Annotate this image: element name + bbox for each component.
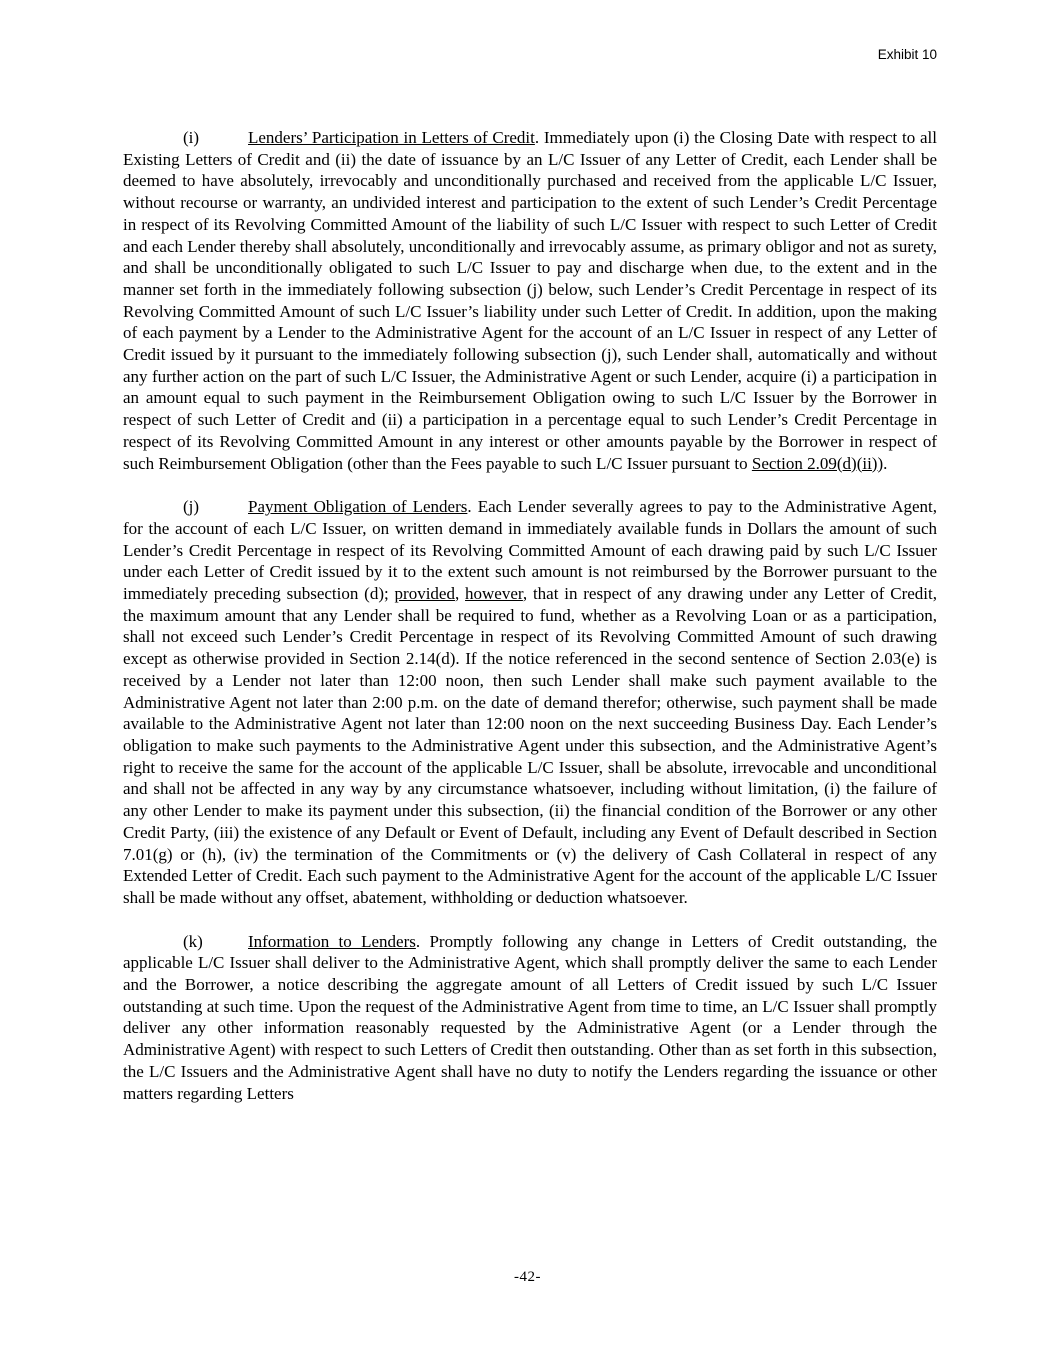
paragraph-k-label: (k) bbox=[183, 931, 203, 951]
body-text: . Each Lender severally agrees to pay to the Administrative Agent, for the account of each L/C Issuer, on written demand in immediately available funds in Dollars the amount of such Lender’s Credit Percentage in respect of its Revolving Committed Amount of each drawing paid by such L/C Issuer under each Letter of Credit issued by it to the extent such amount is not reimbursed by the Borrower pursuant to the immediately preceding subsection (d); bbox=[123, 497, 938, 604]
paragraph-i-text bbox=[123, 128, 937, 473]
paragraph-j bbox=[123, 496, 937, 908]
body-text: . Immediately upon (i) the Closing Date with respect to all Existing Letters of Credit and (ii) the date of issuance by an L/C Issuer of any Letter of Credit, each Lender shall be deemed to have absolutely, irrevocably and unconditionally purchased and received from the applicable L/C Issuer, without recourse or warranty, an undivided interest and participation to the extent of such Lender’s Credit Percentage in respect of its Revolving Committed Amount of the liability of such L/C Issuer with respect to such Letter of Credit and each Lender thereby shall absolutely, unconditionally and irrevocably assume, as primary obligor and not as surety, and shall be unconditionally obligated to such L/C Issuer to pay and discharge when due, to the extent and in the manner set forth in the immediately following subsection (j) below, such Lender’s Credit Percentage in respect of its Revolving Committed Amount of such L/C Issuer’s liability under such Letter of Credit. In addition, upon the making of each payment by a Lender to the Administrative Agent for the account of an L/C Issuer in respect of any Letter of Credit issued by it pursuant to the immediately following subsection (j), such Lender shall, automatically and without any further action on the part of such L/C Issuer, the Administrative Agent or such Lender, acquire (i) a participation in an amount equal to such payment in the Reimbursement Obligation owing to such L/C Issuer by the Borrower in respect of such Letter of Credit and (ii) a participation in a percentage equal to such Lender’s Credit Percentage in respect of its Revolving Committed Amount in any interest or other amounts payable by the Borrower in respect of such Reimbursement Obligation (other than the Fees payable to such L/C Issuer pursuant to bbox=[123, 128, 938, 473]
body-text: . Promptly following any change in Letters of Credit outstanding, the applicable L/C Issuer shall deliver to the Administrative Agent, which shall promptly deliver the same to each Lender and the Borrower, a notice describing the aggregate amount of all Letters of Credit issued by such L/C Issuer outstanding at such time. Upon the request of the Administrative Agent from time to time, an L/C Issuer shall promptly deliver any other information reasonably requested by the Administrative Agent (or a Lender through the Administrative Agent) with respect to such Letters of Credit then outstanding. Other than as set forth in this subsection, the L/C Issuers and the Administrative Agent shall have no duty to notify the Lenders regarding the issuance or other matters regarding Letters bbox=[123, 931, 937, 1103]
paragraph-k-text bbox=[123, 932, 937, 1103]
underlined-text: Section 2.09(d)(ii) bbox=[751, 453, 878, 473]
underlined-text: Lenders’ Participation in Letters of Credit bbox=[248, 128, 535, 147]
underlined-text: Payment Obligation of Lenders bbox=[248, 497, 468, 517]
underlined-text: Information to Lenders bbox=[248, 931, 416, 951]
body-text: ). bbox=[877, 453, 888, 473]
paragraph-j-label: (j) bbox=[183, 497, 200, 517]
body-text: , that in respect of any drawing under any Letter of Credit, the maximum amount that any Lender shall be required to fund, whether as a Revolving Loan or as a participation, shall not exceed such Lender’s Credit Percentage in respect of its Revolving Committed Amount of such drawing except as otherwise provided in Section 2.14(d). If the notice referenced in the second sentence of Section 2.03(e) is received by a Lender not later than 12:00 noon, then such Lender shall make such payment available to the Administrative Agent not later than 2:00 p.m. on the date of demand therefor; otherwise, such payment shall be made available to the Administrative Agent not later than 12:00 noon on the next succeeding Business Day. Each Lender’s obligation to make such payments to the Administrative Agent under this subsection, and the Administrative Agent’s right to receive the same for the account of the applicable L/C Issuer, shall be absolute, irrevocable and unconditional and shall not be affected in any way by any circumstance whatsoever, including without limitation, (i) the failure of any other Lender to make its payment under this subsection, (ii) the financial condition of the Borrower or any other Credit Party, (iii) the existence of any Default or Event of Default, including any Event of Default described in Section 7.01(g) or (h), (iv) the termination of the Commitments or (v) the delivery of Cash Collateral in respect of any Extended Letter of Credit. Each such payment to the Administrative Agent for the account of the applicable L/C Issuer shall be made without any offset, abatement, withholding or deduction whatsoever. bbox=[123, 584, 937, 907]
underlined-text: however bbox=[465, 584, 523, 604]
paragraph-j-text bbox=[123, 497, 937, 907]
paragraph-k bbox=[123, 931, 937, 1105]
document-content bbox=[123, 127, 937, 1126]
footer-page-number: -42- bbox=[514, 1269, 541, 1285]
body-text: , bbox=[454, 584, 466, 604]
paragraph-i-label: (i) bbox=[183, 128, 200, 147]
paragraph-i bbox=[123, 127, 937, 474]
underlined-text: provided bbox=[394, 584, 455, 604]
exhibit-label: Exhibit 10 bbox=[877, 47, 937, 62]
